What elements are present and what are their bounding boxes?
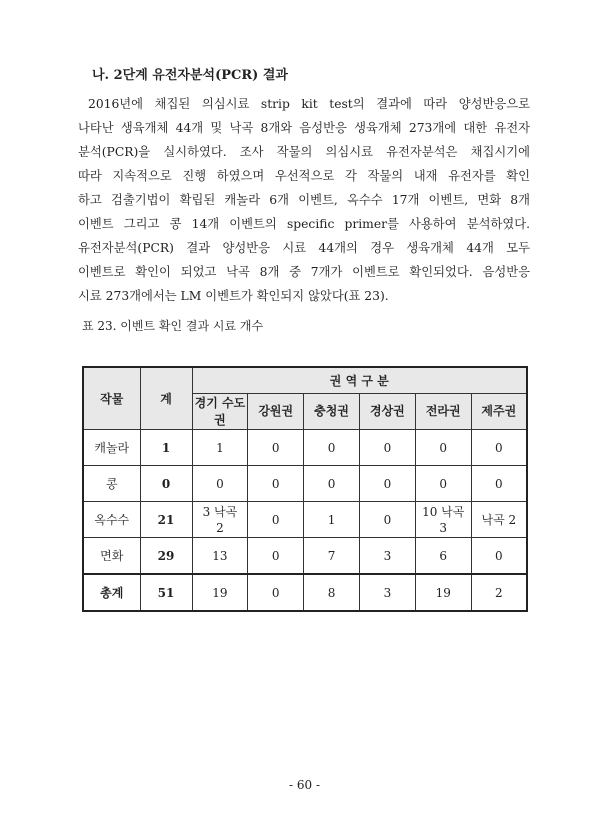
table-row	[83, 574, 527, 611]
region-cell: 0	[248, 574, 304, 611]
table-caption: 표 23. 이벤트 확인 결과 시료 개수	[82, 319, 264, 333]
region-cell: 13	[192, 538, 248, 575]
region-cell: 19	[192, 574, 248, 611]
region-cell: 0	[415, 430, 471, 466]
region-cell: 0	[359, 466, 415, 502]
crop-cell: 콩	[83, 466, 140, 502]
event-results-table	[82, 366, 528, 612]
header-crop: 작물	[83, 367, 140, 430]
header-total: 계	[140, 367, 192, 430]
total-cell: 51	[140, 574, 192, 611]
region-cell: 19	[415, 574, 471, 611]
header-region-5: 제주권	[471, 394, 527, 430]
region-cell: 3 낙곡 2	[192, 502, 248, 538]
crop-cell: 캐놀라	[83, 430, 140, 466]
region-cell: 0	[192, 466, 248, 502]
region-cell: 0	[248, 466, 304, 502]
table-row	[83, 538, 527, 575]
crop-cell: 옥수수	[83, 502, 140, 538]
header-region: 권 역 구 분	[192, 367, 527, 394]
region-cell: 2	[471, 574, 527, 611]
region-cell: 0	[248, 430, 304, 466]
region-cell: 0	[359, 502, 415, 538]
region-cell: 7	[304, 538, 360, 575]
paragraph-line: 따라 지속적으로 진행 하였으며 우선적으로 각 작물의 내재 유전자를 확인	[78, 169, 530, 183]
crop-cell: 면화	[83, 538, 140, 575]
region-cell: 8	[304, 574, 360, 611]
paragraph-line: 이벤트로 확인이 되었고 낙곡 8개 중 7개가 이벤트로 확인되었다. 음성반응	[78, 265, 530, 279]
table-row	[83, 502, 527, 538]
crop-cell: 총계	[83, 574, 140, 611]
paragraph-line: 유전자분석(PCR) 결과 양성반응 시료 44개의 경우 생육개체 44개 모두	[78, 241, 530, 255]
paragraph-line: 하고 검출기법이 확립된 캐놀라 6개 이벤트, 옥수수 17개 이벤트, 면화 8개	[78, 193, 530, 207]
paragraph-line: 나타난 생육개체 44개 및 낙곡 8개와 음성반응 생육개체 273개에 대한 유전자	[78, 121, 530, 135]
paragraph-line: 2016년에 채집된 의심시료 strip kit test의 결과에 따라 양성반응으로	[88, 97, 530, 111]
region-cell: 0	[471, 538, 527, 575]
region-cell: 0	[248, 538, 304, 575]
region-cell: 0	[304, 466, 360, 502]
page-number: - 60 -	[288, 778, 320, 792]
region-cell: 0	[471, 466, 527, 502]
table-row	[83, 430, 527, 466]
total-cell: 0	[140, 466, 192, 502]
region-cell: 3	[359, 574, 415, 611]
region-cell: 10 낙곡 3	[415, 502, 471, 538]
region-cell: 0	[471, 430, 527, 466]
paragraph-line: 시료 273개에서는 LM 이벤트가 확인되지 않았다(표 23).	[78, 289, 389, 303]
region-cell: 낙곡 2	[471, 502, 527, 538]
total-cell: 1	[140, 430, 192, 466]
region-cell: 1	[192, 430, 248, 466]
header-region-0: 경기 수도권	[192, 394, 248, 430]
table-row	[83, 466, 527, 502]
section-heading: 나. 2단계 유전자분석(PCR) 결과	[92, 68, 288, 83]
region-cell: 0	[304, 430, 360, 466]
header-region-3: 경상권	[359, 394, 415, 430]
region-cell: 6	[415, 538, 471, 575]
region-cell: 3	[359, 538, 415, 575]
region-cell: 0	[359, 430, 415, 466]
region-cell: 1	[304, 502, 360, 538]
header-region-2: 충청권	[304, 394, 360, 430]
paragraph-line: 이벤트 그리고 콩 14개 이벤트의 specific primer를 사용하여 분석하였다.	[78, 217, 530, 231]
region-cell: 0	[415, 466, 471, 502]
header-region-4: 전라권	[415, 394, 471, 430]
body-paragraph	[78, 92, 530, 308]
total-cell: 21	[140, 502, 192, 538]
paragraph-line: 분석(PCR)을 실시하였다. 조사 작물의 의심시료 유전자분석은 채집시기에	[78, 145, 530, 159]
header-region-1: 강원권	[248, 394, 304, 430]
total-cell: 29	[140, 538, 192, 575]
region-cell: 0	[248, 502, 304, 538]
